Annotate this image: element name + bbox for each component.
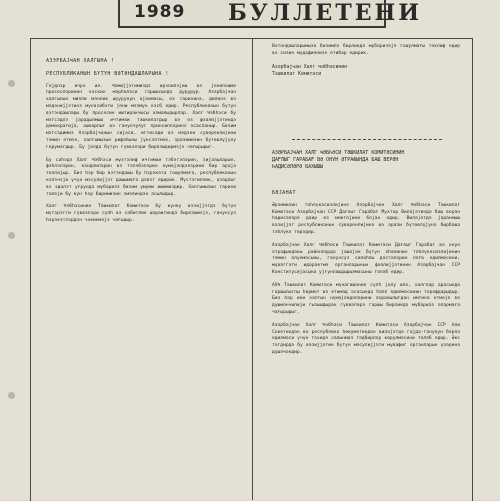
appeal-paragraph: Халг Ҹэбһэсинин Тәшкилат Комитәси бу ҝүнкү вэзијјэтдэ бүтүн мүтэрэгги гүввэлэри сүлһ вэ сабитлик шэраитиндэ бирлэшмэјэ, ганунсуз һэрэкэтлэрдэн чэкинмэјэ чағырыр. — [46, 204, 236, 223]
statement-heading: ДАҒЛЫГ ГАРАБАҒ ВӘ ОНУН ӘТРАФЫНДА БАШ ВЕРӘН — [272, 157, 399, 163]
statement-heading-block — [272, 150, 460, 171]
statement-paragraph: Азәрбајҹан Халг Ҹәбһәси Тәшкилат Комитәси Дағлыг Гарабағ вә онун әтрафындакы районларда јашајан бүтүн әһалинин тәһлүкәсизлијинин тәмин олунмасыны, ганунсуз силаһлы дәстәләрин ләғв едилмәсини, мүвәггәти идарәетмә органларынын фәалијјәтинин Азәрбајҹан ССР Конститусијасына ујғунлашдырылмасыны тәләб едир. — [272, 242, 460, 275]
signature-line: Тәшкилат Комитәси — [272, 71, 322, 77]
right-column-top — [272, 44, 460, 78]
issue-year: 1989 — [134, 2, 186, 22]
appeal-paragraph: Бу саһэдэ Халг Ҹэбһэси мүхтэлиф ичтимаи тэбэгэлэрин, зијалыларын, фэһлэлэрин, кәндлилэрин вэ тэлэбэлэрин нүмајэндэлэрини бир араја топлајыр. Биз һэр бир вэтэндашы бу һэрэката гошулмаға, республиканын кэлэҹэји үчүн мэсулијјэт дашымаға дэвэт едирик. Мүстэгиллик, азадлыг вэ эдалэт уғрунда мүбаризэ бизим умуми ишимиздир. Халгымызын тарихи талеји бу ҝүн һэр биримизин эмэлиндэн асылыдыр. — [46, 157, 236, 197]
punch-hole — [8, 392, 15, 399]
masthead — [118, 0, 423, 28]
punch-hole — [8, 80, 15, 87]
statement-heading: АЗӘРБАЈҸАН ХАЛГ ҸӘБҺӘСИ ТӘШКИЛАТ КОМИТӘСИНИН — [272, 150, 405, 156]
appeal-paragraph: Гејдлэр ичрэ ил. Ҹэмијјэтимиздэ ирэлилэјиш вэ јениләшмә просесләринин кэскин мәрһәләси гаршысында дурурур. Азэрбајҹан халгынын милли мэнлик шүурунун ојанмасы, өз тарихинэ, дилинэ вэ мэдэнијјэтинэ мүнасибэти јени мэзмун кэсб едир. Республиканын бүтүн вэтэндашлары бу просесин иштиракчысы олмалыдырлар. Халг Ҹэбһэси бу мэгсэдлэ јарадылмыш ичтимаи тэшкилатдыр вэ өз фэалијјэтиндэ демократија, ашкарлыг вэ ганунчулуг принсиплэринэ әсасланыр. Бизим мэгсэдимиз Азэрбајҹанын сијаси, игтисади вэ мэдэни суверенлијини тэмин етмэк, халгымызын рифаһыны јүксэлтмэк, эразимизин бүтөвлүјүнү горумагдыр. Бу јолда бүтүн гүввэлэри бирлэшдирмэјэ чағырырыг. — [46, 83, 236, 150]
statement-paragraph: Әрзимизин тәһлүкәсизлијинә Азәрбајҹан Халг Ҹәбһәси Тәшкилат Комитәси Азәрбајҹан ССР Дағлыг Гарабағ Мухтар Вилајәтиндә баш верән һадисәләрә даир өз мөвгејини бәјан едир. Вилајәтдә јаранмыш вәзијјәт республиканын суверенлијинә вә әрази бүтөвлүјүнә бирбаша тәһлүкә төрәдир. — [272, 202, 460, 235]
statement-body — [272, 190, 460, 357]
column-divider — [252, 38, 253, 500]
separator-rule — [292, 139, 442, 140]
punch-hole — [8, 232, 15, 239]
bulletin-title: БУЛЛЕТЕНИ — [228, 0, 423, 26]
intro-paragraph: Вәтәндашларымыза бизимлә бирликдә мүбаризәјә гошулмағы тәклиф едир вә сизин мүдафиәнизә етибар едирик. — [272, 44, 460, 56]
statement-paragraph: Азәрбајҹан Халг Ҹәбһәси Тәшкилат Комитәси Азәрбајҹан ССР Али Советиндән вә республика һөкумәтиндән вилајәтдә гајда-ганунун бәрпа едилмәси үчүн тәхирә салынмаз тәдбирләр ҝөрүлмәсини тәләб едир. Әкс тәгдирдә бу вәзијјәтин бүтүн мәсулијјәти мүвафиг органларын үзәринә дүшәҹәкдир. — [272, 322, 460, 355]
statement-paragraph: АХҸ Тәшкилат Комитәси мүнагишәнин сүлһ јолу илә, халглар арасында гаршылыглы һөрмәт вә етимад әсасында һәлл едилмәсинин тәрәфдарыдыр. Биз һәр ики халгын нүмајәндәләрини зоракылыгдан имтина етмәјә вә дүшмәнчилији гызышдыран гүввәләрә гаршы бирликдә мүбаризә апармаға чағырырыг. — [272, 282, 460, 315]
appeal-subheading: РЕСПУБЛИКАНЫН БҮТҮН ВӘТӘНДАШЛАРЫНА ! — [46, 70, 169, 77]
statement-heading: ҺАДИСӘЛӘРӘ БАХЫШЫ — [272, 164, 324, 170]
appeal-heading: АЗЭРБАЈҸАН ХАЛГЫНА ! — [46, 58, 115, 64]
statement-title: БӘЈАНАТ — [272, 190, 296, 196]
left-column — [46, 58, 236, 225]
signature-line: Азәрбајҹан Халг Ҹәбһәсинин — [272, 64, 348, 70]
